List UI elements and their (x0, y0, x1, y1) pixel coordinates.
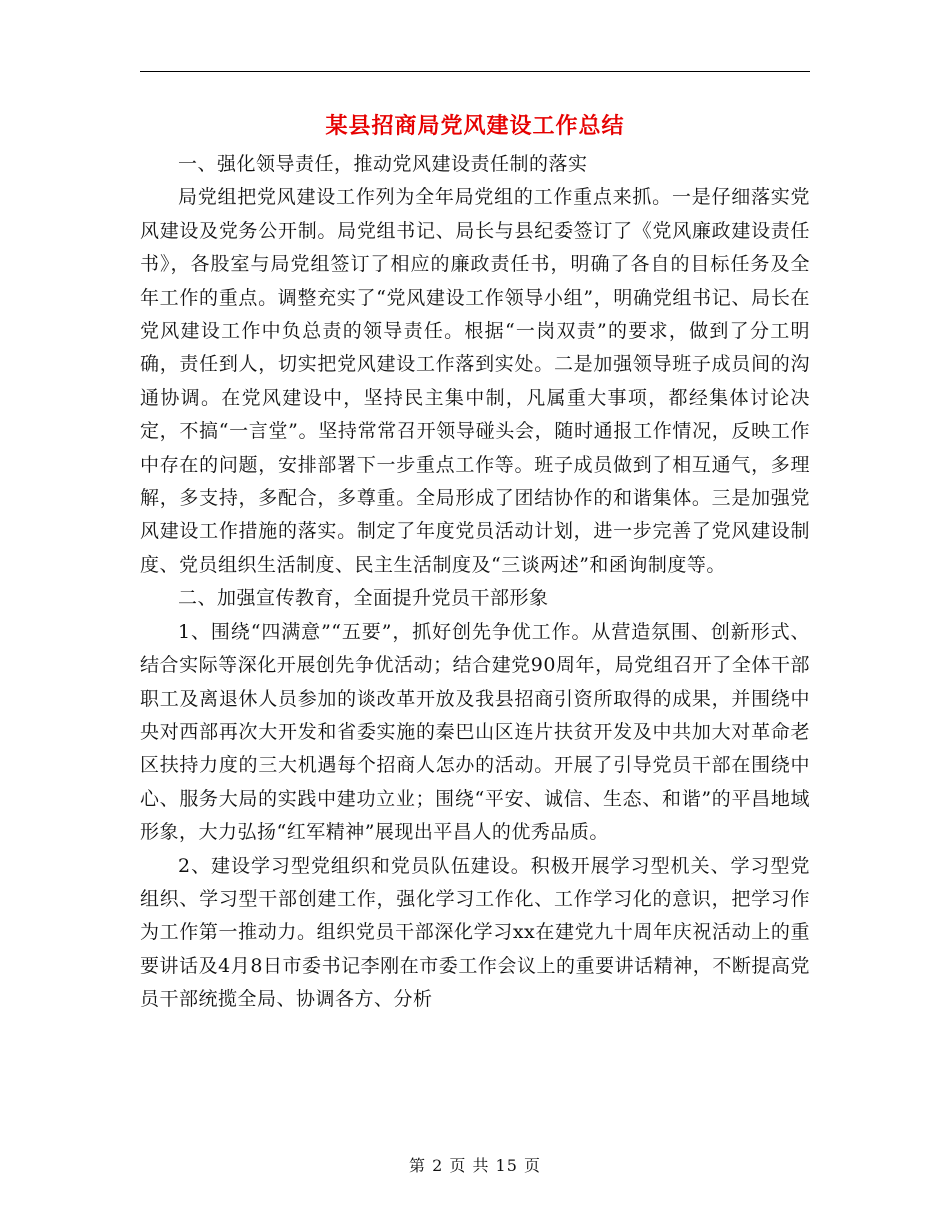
section-heading-2: 二、加强宣传教育，全面提升党员干部形象 (178, 587, 549, 610)
header-rule (140, 71, 810, 72)
page-number: 第 2 页 共 15 页 (409, 1156, 541, 1175)
document-title: 某县招商局党风建设工作总结 (325, 113, 625, 139)
section-heading-1: 一、强化领导责任，推动党风建设责任制的落实 (178, 153, 588, 175)
paragraph-2: 1、围绕“四满意”“五要”，抓好创先争优工作。从营造氛围、创新形式、结合实际等深化开展创先争优活动；结合建党90周年，局党组召开了全体干部职工及离退休人员参加的谈改革开放及我县招商引资所取得的成果，并围绕中央对西部再次大开发和省委实施的秦巴山区连片扶贫开发及中共加大对革命老区扶持力度的三大机遇每个招商人怎办的活动。开展了引导党员干部在围绕中心、服务大局的实践中建功立业；围绕“平安、诚信、生态、和谐”的平昌地域形象，大力弘扬“红军精神”展现出平昌人的优秀品质。 (140, 620, 810, 844)
paragraph-1: 局党组把党风建设工作列为全年局党组的工作重点来抓。一是仔细落实党风建设及党务公开制。局党组书记、局长与县纪委签订了《党风廉政建设责任书》，各股室与局党组签订了相应的廉政责任书，明确了各自的目标任务及全年工作的重点。调整充实了“党风建设工作领导小组”，明确党组书记、局长在党风建设工作中负总责的领导责任。根据“一岗双责”的要求，做到了分工明确，责任到人，切实把党风建设工作落到实处。二是加强领导班子成员间的沟通协调。在党风建设中，坚持民主集中制，凡属重大事项，都经集体讨论决定，不搞“一言堂”。坚持常常召开领导碰头会，随时通报工作情况，反映工作中存在的问题，安排部署下一步重点工作等。班子成员做到了相互通气，多理解，多支持，多配合，多尊重。全局形成了团结协作的和谐集体。三是加强党风建设工作措施的落实。制定了年度党员活动计划，进一步完善了党风建设制度、党员组织生活制度、民主生活制度及“三谈两述”和函询制度等。 (140, 186, 810, 576)
document-body (140, 148, 810, 1017)
paragraph-3: 2、建设学习型党组织和党员队伍建设。积极开展学习型机关、学习型党组织、学习型干部创建工作，强化学习工作化、工作学习化的意识，把学习作为工作第一推动力。组织党员干部深化学习xx在建党九十周年庆祝活动上的重要讲话及4月8日市委书记李刚在市委工作会议上的重要讲话精神，不断提高党员干部统揽全局、协调各方、分析 (140, 854, 810, 1011)
